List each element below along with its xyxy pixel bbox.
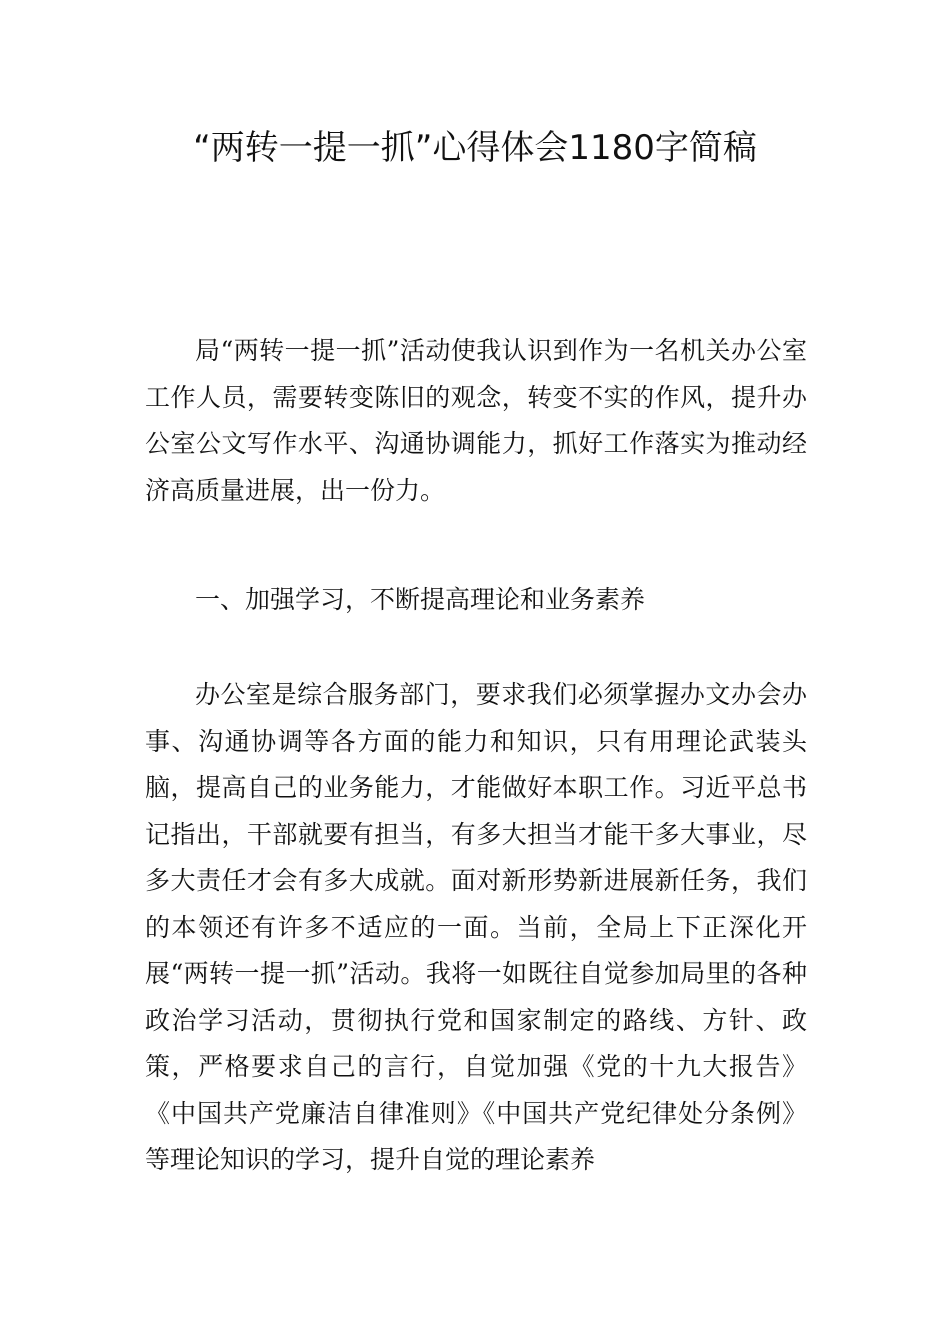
section-heading: 一、加强学习，不断提高理论和业务素养 — [195, 585, 646, 614]
body-paragraph: 办公室是综合服务部门，要求我们必须掌握办文办会办事、沟通协调等各方面的能力和知识，只有用理论武装头脑，提高自己的业务能力，才能做好本职工作。习近平总书记指出，干部就要有担当，有多大担当才能干多大事业，尽多大责任才会有多大成就。面对新形势新进展新任务，我们的本领还有许多不适应的一面。当前，全局上下正深化开展“两转一提一抓”活动。我将一如既往自觉参加局里的各种政治学习活动，贯彻执行党和国家制定的路线、方针、政策，严格要求自己的言行，自觉加强《党的十九大报告》《中国共产党廉洁自律准则》《中国共产党纪律处分条例》等理论知识的学习，提升自觉的理论素养 — [145, 680, 807, 1174]
document-title: “两转一提一抓”心得体会1180字简稿 — [193, 128, 757, 168]
intro-paragraph: 局“两转一提一抓”活动使我认识到作为一名机关办公室工作人员，需要转变陈旧的观念，转变不实的作风，提升办公室公文写作水平、沟通协调能力，抓好工作落实为推动经济高质量进展，出一份力。 — [145, 336, 807, 505]
